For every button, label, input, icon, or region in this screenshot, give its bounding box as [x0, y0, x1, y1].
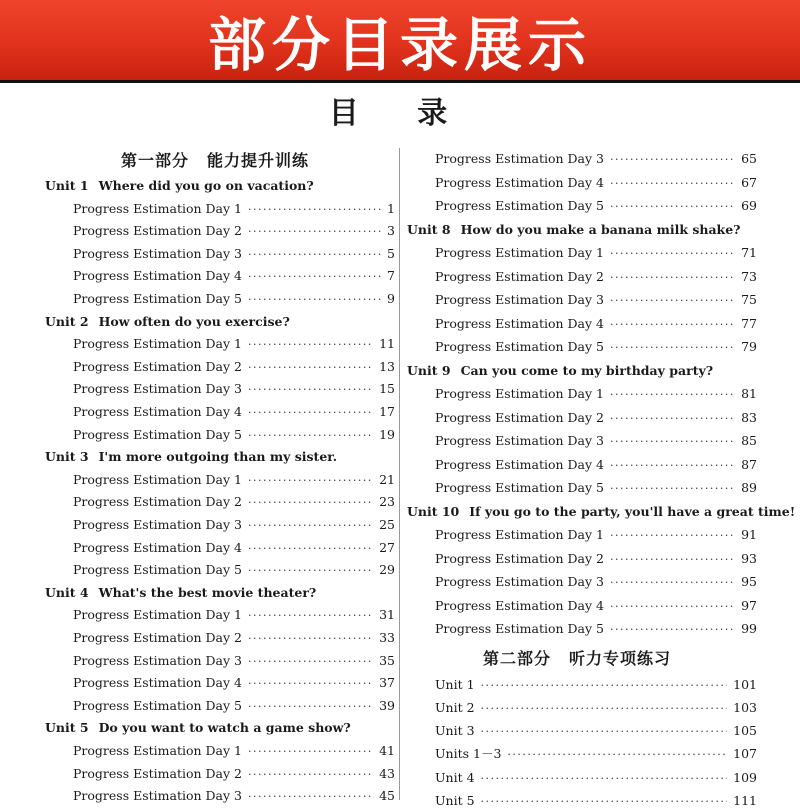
toc-entry[interactable]	[435, 596, 757, 616]
toc-entry[interactable]	[73, 741, 395, 761]
dot-leader	[610, 174, 735, 194]
page-number: 27	[379, 539, 395, 555]
dot-leader	[610, 315, 735, 335]
part-subtitle: 能力提升训练	[207, 151, 310, 170]
page-number: 65	[741, 151, 757, 166]
entry-label: Progress Estimation Day 2	[435, 550, 604, 566]
dot-leader	[610, 150, 735, 170]
part-title: 第二部分	[482, 648, 551, 668]
page-number: 37	[379, 675, 395, 691]
dot-leader	[248, 652, 373, 672]
dot-leader	[248, 403, 373, 423]
page-number: 109	[733, 769, 757, 785]
dot-leader	[248, 516, 373, 536]
dot-leader	[610, 526, 735, 546]
toc-entry[interactable]	[73, 764, 395, 784]
unit-heading	[45, 718, 351, 738]
dot-leader	[507, 745, 727, 765]
page-number: 25	[379, 517, 395, 532]
page-number: 23	[379, 494, 395, 510]
dot-leader	[481, 676, 728, 696]
toc-entry[interactable]	[73, 786, 395, 806]
page-number: 73	[741, 268, 757, 284]
entry-label: Progress Estimation Day 3	[73, 517, 242, 532]
toc-entry[interactable]	[73, 402, 395, 422]
entry-label: Progress Estimation Day 2	[73, 630, 242, 645]
unit-heading	[45, 583, 316, 603]
dot-leader	[481, 792, 728, 812]
unit-title: If you go to the party, you'll have a great time!	[469, 503, 796, 519]
toc-entry[interactable]	[73, 673, 395, 693]
entry-label: Progress Estimation Day 5	[435, 339, 604, 354]
page-number: 3	[387, 223, 395, 239]
page-number: 79	[741, 339, 757, 354]
unit-heading	[45, 312, 290, 332]
entry-label: Unit 3	[435, 723, 475, 739]
entry-label: Progress Estimation Day 3	[435, 574, 604, 589]
toc-entry[interactable]	[435, 698, 757, 718]
dot-leader	[248, 335, 373, 355]
toc-entry[interactable]	[435, 549, 757, 569]
dot-leader	[610, 479, 735, 499]
dot-leader	[248, 606, 373, 626]
page-number: 89	[741, 480, 757, 495]
column-divider	[399, 148, 400, 800]
unit-number: Unit 4	[45, 584, 89, 600]
page-number: 1	[387, 200, 395, 216]
entry-label: Progress Estimation Day 1	[435, 245, 604, 260]
dot-leader	[248, 358, 373, 378]
entry-label: Progress Estimation Day 3	[435, 433, 604, 448]
entry-label: Progress Estimation Day 4	[73, 539, 242, 555]
toc-entry[interactable]	[73, 605, 395, 625]
entry-label: Progress Estimation Day 5	[73, 426, 242, 442]
page-number: 75	[741, 292, 757, 307]
toc-entry[interactable]	[73, 651, 395, 671]
entry-label: Progress Estimation Day 2	[73, 223, 242, 239]
toc-entry[interactable]	[435, 384, 757, 404]
toc-entry[interactable]	[73, 470, 395, 490]
dot-leader	[481, 722, 728, 742]
unit-title: How often do you exercise?	[98, 313, 290, 329]
entry-label: Progress Estimation Day 4	[73, 404, 242, 419]
dot-leader	[248, 290, 381, 310]
toc-entry[interactable]	[435, 619, 757, 639]
dot-leader	[610, 573, 735, 593]
dot-leader	[248, 200, 381, 220]
page-number: 83	[741, 409, 757, 425]
part-subtitle: 听力专项练习	[569, 648, 672, 668]
unit-heading	[45, 176, 314, 196]
entry-label: Progress Estimation Day 3	[435, 292, 604, 307]
entry-label: Progress Estimation Day 2	[73, 765, 242, 781]
dot-leader	[248, 742, 373, 762]
dot-leader	[610, 385, 735, 405]
toc-entry[interactable]	[73, 199, 395, 219]
dot-leader	[610, 597, 735, 617]
toc-entry[interactable]	[73, 266, 395, 286]
unit-number: Unit 8	[407, 221, 451, 237]
dot-leader	[248, 471, 373, 491]
entry-label: Progress Estimation Day 1	[73, 607, 242, 623]
page-number: 43	[379, 765, 395, 781]
page-number: 7	[387, 268, 395, 284]
entry-label: Progress Estimation Day 2	[435, 268, 604, 284]
dot-leader	[481, 699, 728, 719]
unit-title: I'm more outgoing than my sister.	[98, 449, 338, 465]
unit-number: Unit 5	[45, 720, 89, 736]
toc-entry[interactable]	[73, 538, 395, 558]
toc-entry[interactable]	[435, 572, 757, 592]
toc-entry[interactable]	[435, 431, 757, 451]
dot-leader	[610, 268, 735, 288]
toc-entry[interactable]	[435, 196, 757, 216]
toc-entry[interactable]	[435, 768, 757, 788]
dot-leader	[248, 674, 373, 694]
dot-leader	[610, 550, 735, 570]
page-number: 35	[379, 652, 395, 668]
dot-leader	[248, 787, 373, 807]
entry-label: Progress Estimation Day 2	[73, 358, 242, 374]
unit-number: Unit 10	[407, 503, 460, 519]
entry-label: Progress Estimation Day 4	[73, 268, 242, 284]
page-number: 95	[741, 574, 757, 589]
toc-entry[interactable]	[73, 560, 395, 580]
unit-title: What's the best movie theater?	[98, 584, 317, 600]
entry-label: Unit 1	[435, 676, 475, 692]
page-number: 45	[379, 788, 395, 804]
dot-leader	[248, 380, 373, 400]
dot-leader	[610, 291, 735, 311]
banner-title: 部分目录展示	[207, 11, 592, 79]
page-number: 5	[387, 245, 395, 261]
dot-leader	[610, 197, 735, 217]
page-number: 101	[733, 676, 757, 692]
page-number: 81	[741, 386, 757, 401]
entry-label: Progress Estimation Day 4	[435, 315, 604, 331]
toc-entry[interactable]	[435, 675, 757, 695]
unit-number: Unit 1	[45, 178, 89, 193]
entry-label: Progress Estimation Day 5	[73, 291, 242, 306]
toc-entry[interactable]	[73, 357, 395, 377]
page-number: 105	[733, 723, 757, 739]
dot-leader	[248, 697, 373, 717]
page-number: 107	[733, 746, 757, 762]
unit-heading	[45, 447, 337, 467]
toc-entry[interactable]	[435, 173, 757, 193]
entry-label: Progress Estimation Day 1	[73, 471, 242, 487]
part-title: 第一部分	[120, 151, 189, 170]
unit-heading	[407, 220, 741, 240]
page-number: 71	[741, 245, 757, 260]
page-number: 31	[379, 607, 395, 623]
page-number: 67	[741, 174, 757, 190]
dot-leader	[610, 244, 735, 264]
unit-title: Do you want to watch a game show?	[98, 720, 351, 736]
unit-heading	[407, 502, 795, 522]
entry-label: Progress Estimation Day 4	[435, 597, 604, 613]
dot-leader	[248, 245, 381, 265]
page-number: 13	[379, 358, 395, 374]
dot-leader	[248, 426, 373, 446]
page-number: 17	[379, 404, 395, 419]
page-number: 87	[741, 456, 757, 472]
toc-entry[interactable]	[73, 492, 395, 512]
toc-entry[interactable]	[435, 791, 757, 811]
entry-label: Unit 4	[435, 769, 475, 785]
entry-label: Progress Estimation Day 4	[435, 456, 604, 472]
entry-label: Progress Estimation Day 1	[435, 527, 604, 542]
dot-leader	[248, 765, 373, 785]
toc-entry[interactable]	[435, 455, 757, 475]
entry-label: Progress Estimation Day 1	[435, 386, 604, 401]
toc-entry[interactable]	[73, 425, 395, 445]
page-number: 11	[379, 336, 395, 352]
page-number: 21	[379, 471, 395, 487]
page-number: 99	[741, 621, 757, 636]
page-number: 69	[741, 198, 757, 213]
page-number: 111	[733, 793, 757, 808]
banner-divider	[0, 80, 800, 83]
dot-leader	[248, 561, 373, 581]
page-number: 29	[379, 562, 395, 578]
dot-leader	[248, 539, 373, 559]
entry-label: Progress Estimation Day 1	[73, 743, 242, 758]
page-number: 39	[379, 697, 395, 713]
entry-label: Progress Estimation Day 1	[73, 336, 242, 352]
toc-entry[interactable]	[73, 515, 395, 535]
toc-entry[interactable]	[73, 696, 395, 716]
dot-leader	[610, 409, 735, 429]
entry-label: Progress Estimation Day 1	[73, 200, 242, 216]
dot-leader	[248, 629, 373, 649]
page-number: 33	[379, 630, 395, 645]
entry-label: Progress Estimation Day 5	[435, 621, 604, 636]
page-number: 97	[741, 597, 757, 613]
entry-label: Progress Estimation Day 4	[435, 174, 604, 190]
dot-leader	[610, 456, 735, 476]
entry-label: Unit 2	[435, 699, 475, 715]
entry-label: Unit 5	[435, 793, 475, 808]
entry-label: Progress Estimation Day 3	[73, 381, 242, 397]
toc-entry[interactable]	[73, 289, 395, 309]
page-number: 85	[741, 433, 757, 448]
unit-title: Where did you go on vacation?	[98, 178, 314, 193]
entry-label: Progress Estimation Day 3	[73, 788, 242, 804]
toc-entry[interactable]	[435, 478, 757, 498]
page-number: 19	[379, 426, 395, 442]
entry-label: Progress Estimation Day 5	[435, 198, 604, 213]
dot-leader	[248, 222, 381, 242]
entry-label: Progress Estimation Day 5	[73, 697, 242, 713]
unit-number: Unit 2	[45, 313, 89, 329]
page-number: 103	[733, 699, 757, 715]
toc-entry[interactable]	[435, 337, 757, 357]
toc-entry[interactable]	[73, 379, 395, 399]
entry-label: Units 1－3	[435, 746, 502, 762]
entry-label: Progress Estimation Day 2	[435, 409, 604, 425]
toc-entry[interactable]	[435, 408, 757, 428]
toc-entry[interactable]	[73, 628, 395, 648]
part-heading	[45, 151, 385, 171]
dot-leader	[610, 620, 735, 640]
dot-leader	[481, 769, 728, 789]
toc-title: 目 录	[328, 96, 472, 131]
entry-label: Progress Estimation Day 3	[73, 245, 242, 261]
dot-leader	[248, 493, 373, 513]
entry-label: Progress Estimation Day 3	[435, 151, 604, 166]
toc-entry[interactable]	[435, 267, 757, 287]
entry-label: Progress Estimation Day 5	[73, 562, 242, 578]
dot-leader	[610, 432, 735, 452]
dot-leader	[248, 267, 381, 287]
unit-heading	[407, 361, 713, 381]
dot-leader	[610, 338, 735, 358]
toc-entry[interactable]	[435, 721, 757, 741]
toc-entry[interactable]	[435, 744, 757, 764]
page-number: 77	[741, 315, 757, 331]
toc-entry[interactable]	[73, 244, 395, 264]
part-heading	[407, 649, 747, 669]
toc-entry[interactable]	[73, 221, 395, 241]
toc-entry[interactable]	[73, 334, 395, 354]
toc-entry[interactable]	[435, 525, 757, 545]
toc-entry[interactable]	[435, 314, 757, 334]
page-number: 93	[741, 550, 757, 566]
page-number: 91	[741, 527, 757, 542]
page-number: 9	[387, 291, 395, 306]
toc-entry[interactable]	[435, 149, 757, 169]
unit-number: Unit 3	[45, 449, 89, 465]
unit-title: How do you make a banana milk shake?	[460, 221, 741, 237]
entry-label: Progress Estimation Day 3	[73, 652, 242, 668]
entry-label: Progress Estimation Day 5	[435, 480, 604, 495]
unit-number: Unit 9	[407, 362, 451, 378]
page-number: 15	[379, 381, 395, 397]
entry-label: Progress Estimation Day 4	[73, 675, 242, 691]
unit-title: Can you come to my birthday party?	[460, 362, 714, 378]
toc-entry[interactable]	[435, 290, 757, 310]
entry-label: Progress Estimation Day 2	[73, 494, 242, 510]
toc-entry[interactable]	[435, 243, 757, 263]
page-number: 41	[379, 743, 395, 758]
